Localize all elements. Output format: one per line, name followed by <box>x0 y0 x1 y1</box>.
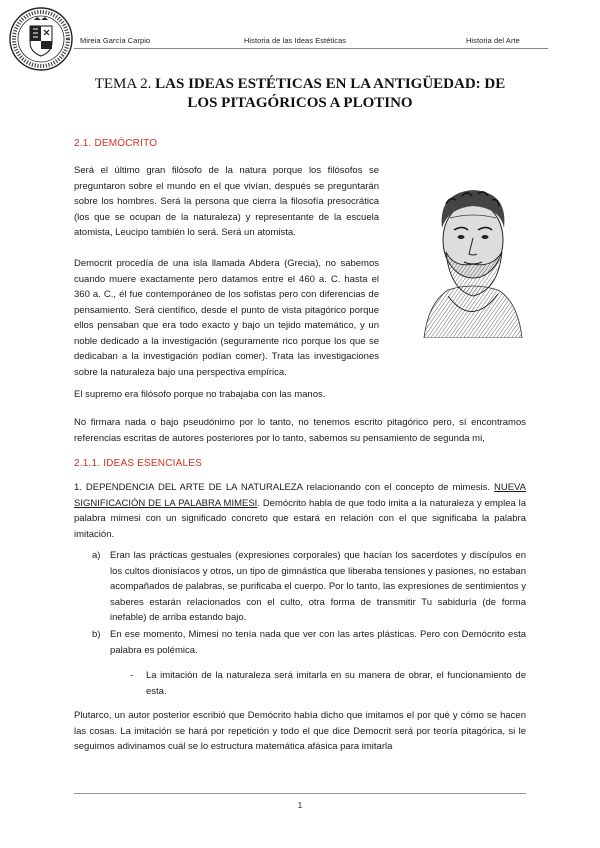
list-marker-a: a) <box>92 550 101 561</box>
list-item-a: Eran las prácticas gestuales (expresiones corporales) que hacían los sacerdotes y discípulos en los cultos dionisíacos y otros, un tipo de gimnástica que liberaba tensiones y pasiones, no estaban acompañados de palabras, se purificaba el cuerpo. Por lo tanto, las expresiones de sentimientos y saberes estarán relacionados con el culto, otra forma de transmitir Tu sabiduría (de forma inefable) de arriba estando bajo. <box>110 550 526 623</box>
paragraph-plutarco: Plutarco, un autor posterior escribió que Demócrito había dicho que imitamos el por qué y cómo se hacen las cosas. La imitación se hará por repetición y todo el que dice Democrit será por teoría pitagórica, si le seguimos adivinamos cuál se lo estructura matemática afásica para imitarla <box>74 710 526 752</box>
university-seal-logo <box>8 6 74 72</box>
footer-divider <box>74 793 526 794</box>
paragraph-sources: No firmara nada o bajo pseudónimo por lo tanto, no tenemos escrito pitagórico pero, sí encontramos referencias escritas de autores posteriores por lo tanto, sabemos su pensamiento de segunda mi, <box>74 417 526 444</box>
dependence-rest: . Demócrito habla de que todo imita a la naturaleza y emplea la palabra mimesi con un significado concreto que estará en relación con el que significaba la palabra imitación. <box>74 497 527 540</box>
title-text: LAS IDEAS ESTÉTICAS EN LA ANTIGÜEDAD: DE LOS PITAGÓRICOS A PLOTINO <box>155 76 506 111</box>
paragraph-dependence <box>74 480 526 542</box>
section-heading-ideas: 2.1.1. IDEAS ESENCIALES <box>74 458 202 469</box>
paragraph-philosopher: El supremo era filósofo porque no trabajaba con las manos. <box>74 389 326 400</box>
list-item-b: En ese momento, Mimesi no tenía nada que ver con las artes plásticas. Pero con Demócrito esta palabra es polémica. <box>110 629 526 656</box>
democritus-portrait-image <box>418 178 526 338</box>
section-heading-democrito: 2.1. DEMÓCRITO <box>74 138 158 149</box>
paragraph-intro: Será el último gran filósofo de la natura porque los filósofos se preguntaron sobre el mundo en el que vivían, después se preguntarán sobre los hombres. Será la persona que cierra la filosofía presocrática (los que se ocupan de la naturaleza) y representante de la escuela atomista, Leucipo también lo será. Será un atomista. <box>74 165 379 238</box>
title-prefix: TEMA 2. <box>94 76 152 92</box>
sub-list-item: La imitación de la naturaleza será imitarla en su manera de obrar, el funcionamiento de esta. <box>146 670 526 697</box>
underlined-term: NUEVA SIGNIFICACIÓN DE LA PALABRA MIMESI <box>74 482 526 509</box>
page-number: 1 <box>297 801 303 810</box>
dependence-lead: 1. DEPENDENCIA DEL ARTE DE LA NATURALEZA relacionando con el concepto de mimesis. <box>74 482 490 493</box>
list-marker-b: b) <box>92 629 101 640</box>
header-subject: Historia del Arte <box>466 36 520 45</box>
header-author: Mireia García Carpio <box>80 36 151 45</box>
header-course: Historia de las Ideas Estéticas <box>244 36 347 45</box>
sub-list-marker: - <box>130 670 134 681</box>
header-divider <box>74 48 548 49</box>
paragraph-biography: Democrit procedía de una isla llamada Abdera (Grecia), no sabemos cuando muere exactamente pero datamos entre el 460 a. C. hasta el 360 a. C., él fue contemporáneo de los sofistas pero con diferencias de pensamiento. Será científico, desde el punto de vista pitagórico porque ellos pensaban que era todo exacto y bajo un tejido matemático, y un noble dedicado a la investigación (seguramente rico porque los que se dedicaban a la investigación podían comer). Trata las investigaciones sobre la naturaleza bajo una perspectiva empírica. <box>74 258 379 378</box>
page-title <box>80 75 520 113</box>
